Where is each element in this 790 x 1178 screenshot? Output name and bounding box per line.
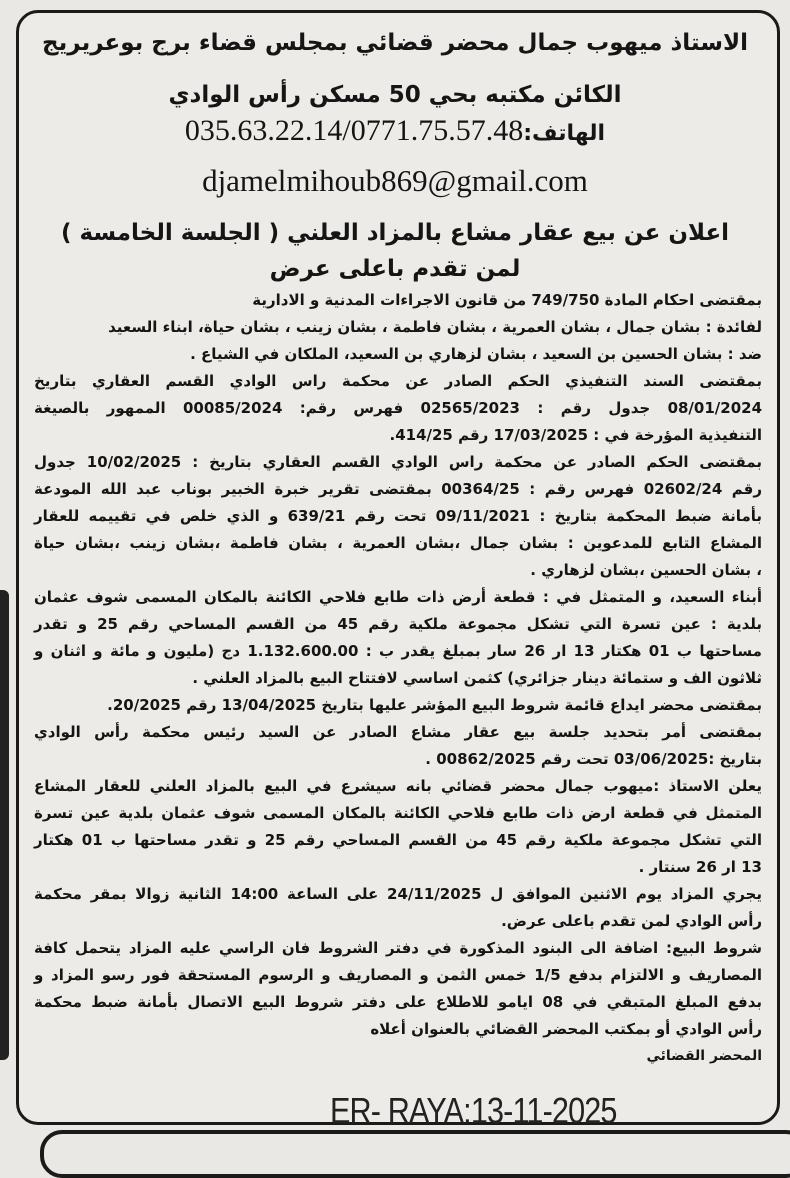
paragraph [34,287,762,314]
notice-subtitle: لمن تقدم باعلى عرض [269,256,521,282]
paragraph [34,881,762,935]
text-line: أبناء السعيد، و المتمثل في : قطعة أرض ذات طابع فلاحي الكائنة بالمكان المسمى شوف عثمان [34,588,762,606]
text-line: ضد : بشان الحسين بن السعيد ، بشان لزهاري بن السعيد، الملكان في الشياع . [190,345,762,363]
notice-title: اعلان عن بيع عقار مشاع بالمزاد العلني ( الجلسة الخامسة ) [60,220,730,246]
office-address: الكائن مكتبه بحي 50 مسكن رأس الوادي [168,82,622,108]
text-line: المتمثل في قطعة ارض ذات طابع فلاحي الكائنة بالمكان المسمى شوف عثمان بلدية عين تسرة [34,804,762,822]
paragraph [34,773,762,881]
paragraph [34,692,762,719]
text-line: بمقتضى محضر ايداع قائمة شروط البيع المؤشر عليها بتاريخ 13/04/2025 رقم 20/2025. [107,696,762,714]
paragraph [34,341,762,368]
text-line: المصاريف و الالتزام بدفع 1/5 خمس الثمن و المصاريف و الرسوم المستحقة فور رسو المزاد و [34,966,763,984]
text-line: لفائدة : بشان جمال ، بشان العمرية ، بشان فاطمة ، بشان زينب ، بشان حياة، ابناء السعيد [108,318,762,336]
paragraph [34,449,762,584]
text-line: بتاريخ :03/06/2025 تحت رقم 00862/2025 . [425,750,762,768]
phone-line [30,114,760,148]
text-line: التي تشكل مجموعة ملكية رقم 45 من القسم المساحي رقم 25 و تقدر مساحتها ب 01 هكتار [34,831,762,849]
text-line: يجري المزاد يوم الاثنين الموافق ل 24/11/2025 على الساعة 14:00 الثانية زوالا بمقر محكمة [34,885,762,903]
text-line: شروط البيع: اضافة الى البنود المذكورة في دفتر الشروط فان الراسي عليه المزاد يتحمل كافة [34,939,762,957]
text-line: بمقتضى احكام المادة 749/750 من قانون الاجراءات المدنية و الادارية [252,291,762,309]
paragraph [34,314,762,341]
text-line: بمقتضى أمر بتحديد جلسة بيع عقار مشاع الصادر عن السيد رئيس محكمة رأس الوادي [34,723,762,741]
paragraph [34,368,762,449]
text-line: رأس الوادي أو بمكتب المحضر القضائي بالعنوان أعلاه [370,1020,762,1038]
text-line: بدفع المبلغ المتبقي في 08 ايامو للاطلاع على دفتر شروط البيع الاتصال بأمانة ضبط محكمة [34,993,763,1011]
text-line: 08/01/2024 جدول رقم : 02565/2023 فهرس رقم: 00085/2024 الممهور بالصيغة [34,399,763,417]
notice-body [34,287,762,1070]
text-line: بمقتضى السند التنفيذي الحكم الصادر عن محكمة راس الوادي القسم العقاري بتاريخ [34,372,762,390]
text-line: بمقتضى الحكم الصادر عن محكمة راس الوادي القسم العقاري بتاريخ : 10/02/2025 جدول [34,453,762,471]
next-notice-frame [40,1130,790,1178]
text-line: مساحتها ب 01 هكتار 13 ار 26 سار بمبلغ يقدر ب : 1.132.600.00 دج (مليون و مائة و اثنان و [34,642,762,660]
text-line: ثلاثون الف و ستمائة دينار جزائري) كثمن اساسي لافتتاح البيع بالمزاد العلني . [192,669,762,687]
text-line: ، بشان الحسين ،بشان لزهاري . [530,561,762,579]
text-line: التنفيذية المؤرخة في : 17/03/2025 رقم 414/25. [389,426,762,444]
paragraph [34,584,762,692]
paragraph [34,719,762,773]
text-line: يعلن الاستاذ :ميهوب جمال محضر قضائي بانه سيشرع في البيع بالمزاد العلني للعقار المشاع [34,777,762,795]
text-line: بأمانة ضبط المحكمة بتاريخ : 09/11/2021 تحت رقم 639/21 و الذي خلص في تقييمه للعقار [34,507,762,525]
phone-label: الهاتف: [523,121,606,146]
paragraph [34,935,762,1043]
newspaper-source: ER- RAYA:13-11-2025 [330,1090,617,1131]
bailiff-name: الاستاذ ميهوب جمال محضر قضائي بمجلس قضاء برج بوعريريج [42,30,748,56]
email: djamelmihoub869@gmail.com [202,163,588,198]
phone-numbers: 035.63.22.14/0771.75.57.48 [184,114,524,147]
text-line: بلدية : عين تسرة التي تشكل مجموعة ملكية رقم 45 من القسم المساحي رقم 25 و تقدر [34,615,762,633]
text-line: رأس الوادي لمن تقدم باعلى عرض. [501,912,762,930]
text-line: رقم 02602/24 فهرس رقم : 00364/25 بمقتضى تقرير خبرة الخبير بوناب عبد الله المودعة [34,480,762,498]
text-line: 13 ار 26 سنتار . [638,858,762,876]
adjacent-column-edge [0,590,9,1060]
signature: المحضر القضائي [646,1048,762,1064]
text-line: المشاع التابع للمدعوين : بشان جمال ،بشان العمرية ، بشان فاطمة ،بشان زينب ،بشان حياة [34,534,762,552]
